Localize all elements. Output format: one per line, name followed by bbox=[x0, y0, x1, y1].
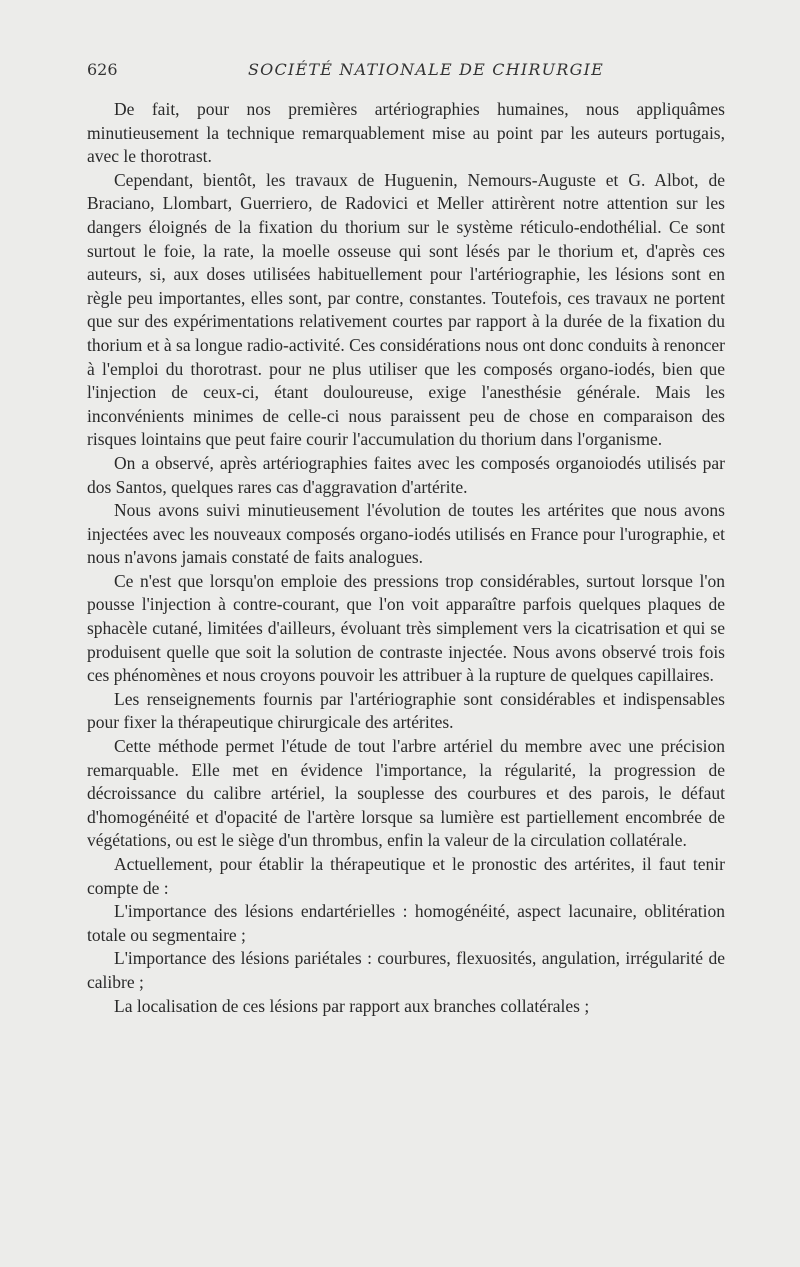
paragraph: Nous avons suivi minutieusement l'évolution de toutes les artérites que nous avons injectées avec les nouveaux composés organo-iodés utilisés en France pour l'urographie, et nous n'avons jamais constaté de faits analogues. bbox=[87, 500, 725, 568]
paragraph: Les renseignements fournis par l'artériographie sont considérables et indispensables pour fixer la thérapeutique chirurgicale des artérites. bbox=[87, 688, 725, 733]
paragraph: Cette méthode permet l'étude de tout l'arbre artériel du membre avec une précision remarquable. Elle met en évidence l'importance, la régularité, la progression de décroissance du calibre artériel, la souplesse des courbures et des parois, le défaut d'homogénéité et d'opacité de l'artère lorsque sa lumière est partiellement encombrée de végétations, ou est le siège d'un thrombus, enfin la valeur de la circulation collatérale. bbox=[87, 736, 725, 851]
page-header bbox=[87, 60, 725, 84]
body-text bbox=[87, 98, 725, 1018]
paragraph: Ce n'est que lorsqu'on emploie des pressions trop considérables, surtout lorsque l'on pousse l'injection à contre-courant, que l'on voit apparaître parfois quelques plaques de sphacèle cutané, limitées d'ailleurs, évoluant très simplement vers la cicatrisation et qui se produisent quelle que soit la solution de contraste injectée. Nous avons observé trois fois ces phénomènes et nous croyons pouvoir les attribuer à la rupture de quelques capillaires. bbox=[87, 570, 725, 686]
paragraph: L'importance des lésions endartérielles : homogénéité, aspect lacunaire, oblitération totale ou segmentaire ; bbox=[87, 901, 725, 945]
page-number: 626 bbox=[87, 60, 118, 79]
paragraph: L'importance des lésions pariétales : courbures, flexuosités, angulation, irrégularité de calibre ; bbox=[87, 948, 725, 992]
paragraph: La localisation de ces lésions par rapport aux branches collatérales ; bbox=[114, 995, 590, 1016]
paragraph: Actuellement, pour établir la thérapeutique et le pronostic des artérites, il faut tenir compte de : bbox=[87, 854, 725, 898]
paragraph: De fait, pour nos premières artériographies humaines, nous appliquâmes minutieusement la technique remarquablement mise au point par les auteurs portugais, avec le thorotrast. bbox=[87, 99, 725, 167]
paragraph: Cependant, bientôt, les travaux de Huguenin, Nemours-Auguste et G. Albot, de Braciano, Llombart, Guerriero, de Radovici et Meller attirèrent notre attention sur les dangers éloignés de la fixation du thorium sur le système réticulo-endothélial. Ce sont surtout le foie, la rate, la moelle osseuse qui sont lésés par le thorium et, d'après ces auteurs, si, aux doses utilisées habituellement pour l'artériographie, les lésions sont en règle peu importantes, elles sont, par contre, constantes. Toutefois, ces travaux ne portent que sur des expérimentations relativement courtes par rapport à la durée de la fixation du thorium et à sa longue radio-activité. Ces considérations nous ont donc conduits à renoncer à l'emploi du thorotrast. pour ne plus utiliser que les composés organo-iodés, bien que l'injection de ceux-ci, étant douloureuse, exige l'anesthésie générale. Mais les inconvénients minimes de celle-ci nous paraissent peu de chose en comparaison des risques lointains que peut faire courir l'accumulation du thorium dans l'organisme. bbox=[87, 169, 725, 450]
paragraph: On a observé, après artériographies faites avec les composés organoiodés utilisés par dos Santos, quelques rares cas d'aggravation d'artérite. bbox=[87, 452, 725, 497]
running-title: SOCIÉTÉ NATIONALE DE CHIRURGIE bbox=[248, 60, 604, 79]
